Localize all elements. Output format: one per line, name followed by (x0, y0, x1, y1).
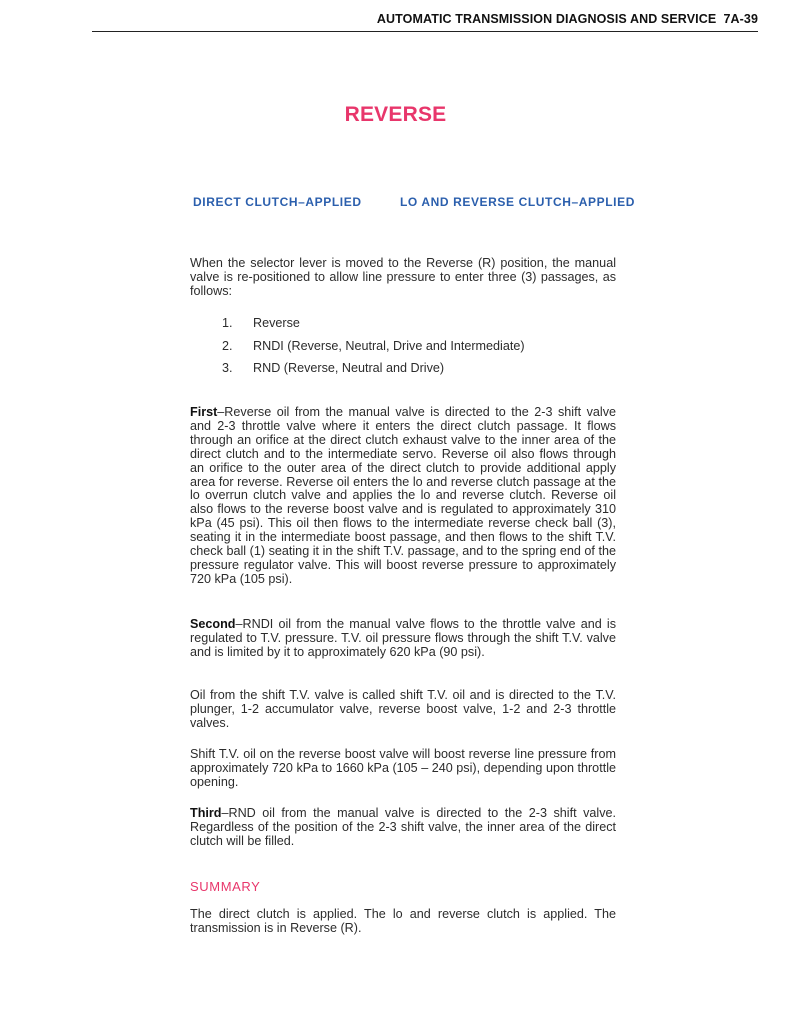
list-text: RND (Reverse, Neutral and Drive) (253, 361, 445, 375)
list-number: 1. (222, 316, 233, 330)
page-number: 7A-39 (723, 12, 758, 26)
list-item (222, 361, 525, 384)
running-header (92, 12, 758, 26)
list-text: Reverse (253, 316, 300, 330)
second-lead: Second (190, 617, 236, 631)
header-rule (92, 31, 758, 32)
summary-paragraph: The direct clutch is applied. The lo and reverse clutch is applied. The transmission is in Reverse (R). (190, 907, 616, 935)
first-lead: First (190, 405, 218, 419)
list-item (222, 339, 525, 362)
list-text: RNDI (Reverse, Neutral, Drive and Intermediate) (253, 338, 525, 353)
shift-tv-paragraph: Oil from the shift T.V. valve is called shift T.V. oil and is directed to the T.V. plunger, 1-2 accumulator valve, reverse boost valve, 1-2 and 2-3 throttle valves. (190, 688, 616, 730)
second-paragraph (190, 618, 616, 660)
first-paragraph (190, 406, 616, 587)
second-text: –RNDI oil from the manual valve flows to the throttle valve and is regulated to T.V. pressure. T.V. oil pressure flows through the shift T.V. valve and is limited by it to approximately 620 kPa (90 psi). (190, 617, 616, 659)
list-number: 3. (222, 361, 233, 375)
boost-paragraph: Shift T.V. oil on the reverse boost valve will boost reverse line pressure from approximately 720 kPa to 1660 kPa (105 – 240 psi), depending upon throttle opening. (190, 747, 616, 789)
passage-list (222, 316, 525, 384)
subhead-direct-clutch: DIRECT CLUTCH–APPLIED (193, 195, 362, 209)
summary-heading: SUMMARY (190, 879, 261, 894)
intro-paragraph: When the selector lever is moved to the Reverse (R) position, the manual valve is re-positioned to allow line pressure to enter three (3) passages, as follows: (190, 256, 616, 298)
third-text: –RND oil from the manual valve is directed to the 2-3 shift valve. Regardless of the position of the 2-3 shift valve, the inner area of the direct clutch will be filled. (190, 806, 616, 848)
subhead-lo-reverse-clutch: LO AND REVERSE CLUTCH–APPLIED (400, 195, 635, 209)
header-title: AUTOMATIC TRANSMISSION DIAGNOSIS AND SERVICE (376, 12, 717, 26)
page-title: REVERSE (344, 103, 447, 126)
first-text: –Reverse oil from the manual valve is directed to the 2-3 shift valve and 2-3 throttle valve where it enters the direct clutch passage. It flows through an orifice at the direct clutch exhaust valve to the inner area of the direct clutch and to the intermediate servo. Reverse oil also flows through an orifice to the outer area of the direct clutch to provide additional apply area for reverse. Reverse oil enters the lo and reverse clutch passage at the lo overrun clutch valve and applies the lo and reverse clutch. Reverse oil also flows to the reverse boost valve and is regulated to approximately 310 kPa (45 psi). This oil then flows to the intermediate reverse check ball (3), seating it in the intermediate boost passage, and then flows to the shift T.V. check ball (1) seating it in the shift T.V. passage, and to the spring end of the pressure regulator valve. This will boost reverse pressure to approximately 720 kPa (105 psi). (190, 405, 616, 586)
third-lead: Third (190, 806, 222, 820)
list-item (222, 316, 525, 339)
list-number: 2. (222, 338, 233, 353)
third-paragraph (190, 807, 616, 849)
